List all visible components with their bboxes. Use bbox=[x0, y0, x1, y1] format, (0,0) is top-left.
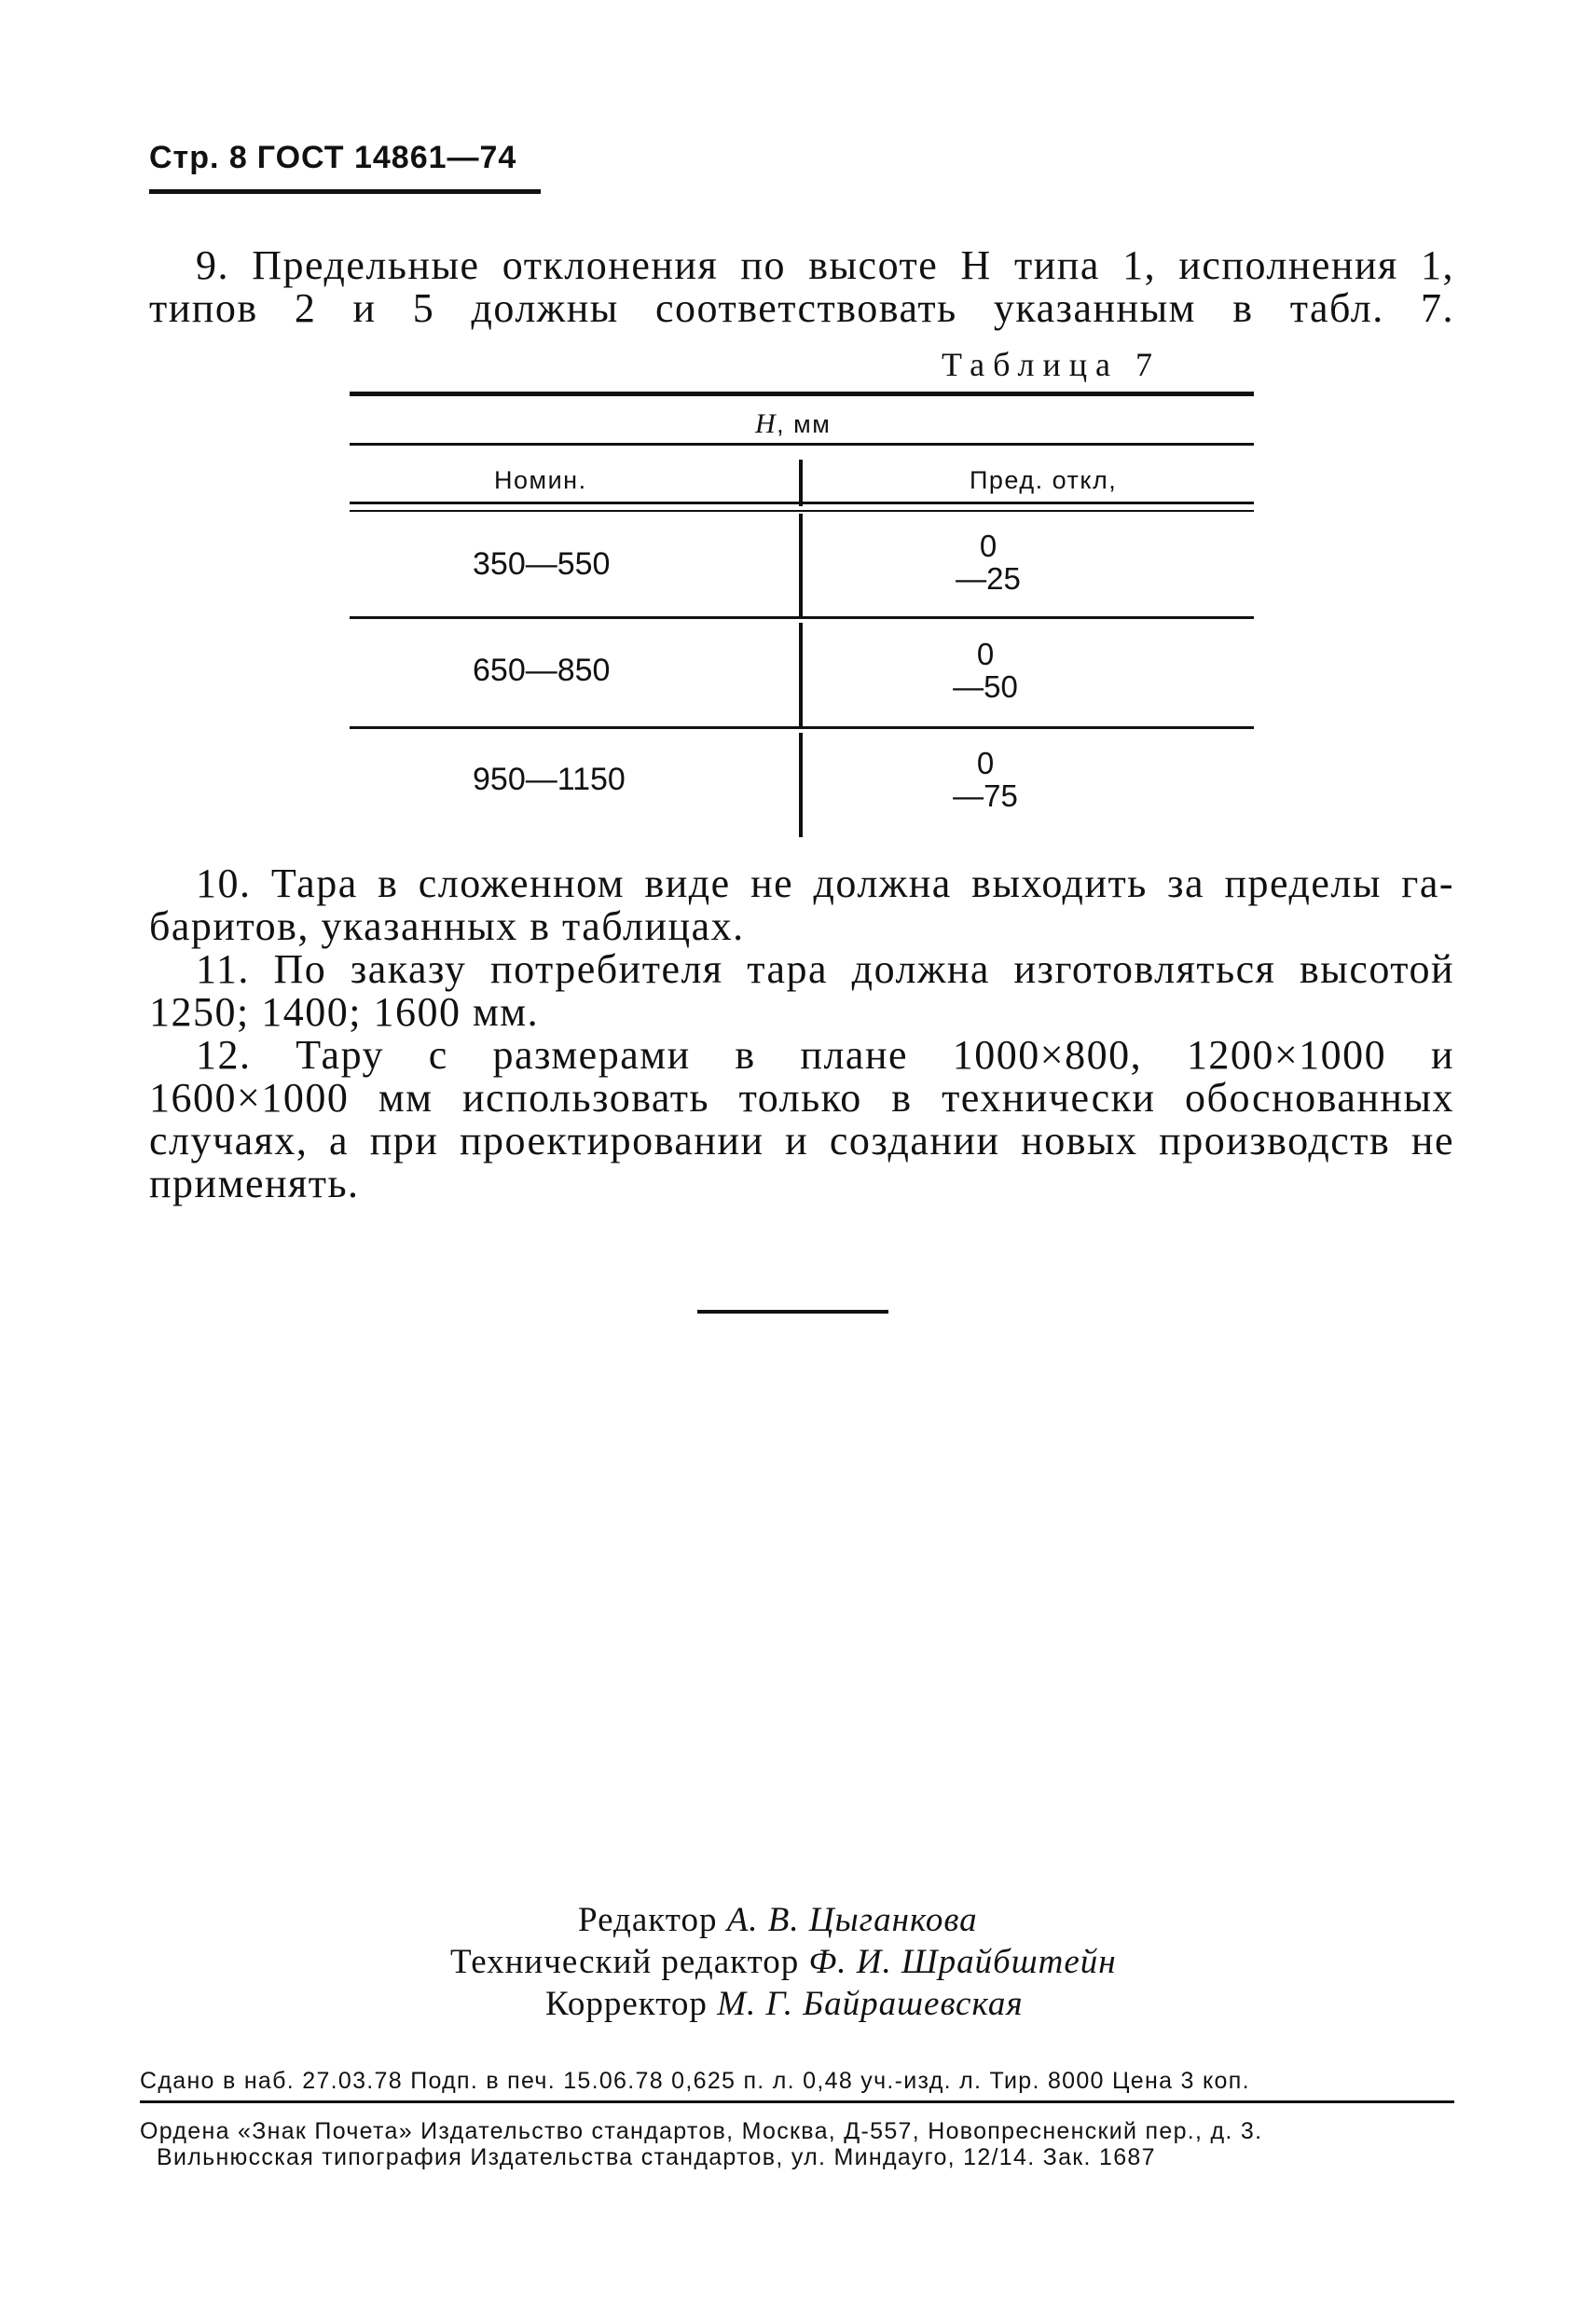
table-column-divider bbox=[799, 733, 803, 837]
standard-number: ГОСТ 14861—74 bbox=[256, 140, 517, 175]
table-double-rule-lower bbox=[350, 510, 1254, 512]
deviation-upper: 0 bbox=[976, 746, 995, 780]
paragraph-10-line-1: 10. Тара в сложенном виде не должна выходить за пределы га- bbox=[196, 860, 1454, 906]
deviation-upper: 0 bbox=[976, 637, 995, 671]
paragraph-12-line-4: применять. bbox=[149, 1161, 360, 1206]
header-unit: , мм bbox=[777, 410, 832, 438]
table-row-rule bbox=[350, 726, 1254, 729]
table-header-height bbox=[755, 408, 831, 440]
table-header-rule bbox=[350, 443, 1254, 446]
paragraphs-10-12 bbox=[149, 862, 1454, 1205]
section-separator bbox=[697, 1310, 888, 1314]
deviation-lower: —75 bbox=[953, 778, 1018, 813]
credit-editor bbox=[578, 1900, 978, 1940]
table-cell-deviation bbox=[923, 530, 1053, 595]
deviation-lower: —25 bbox=[956, 561, 1021, 596]
imprint-publisher: Ордена «Знак Почета» Издательство стандартов, Москва, Д-557, Новопресненский пер., д. 3. bbox=[140, 2118, 1263, 2144]
header-symbol: H bbox=[755, 408, 777, 439]
imprint-print-info: Сдано в наб. 27.03.78 Подп. в печ. 15.06.78 0,625 п. л. 0,48 уч.-изд. л. Тир. 8000 Цена 3 коп. bbox=[140, 2068, 1250, 2094]
paragraph-9-line-2: типов 2 и 5 должны соответствовать указанным в табл. 7. bbox=[149, 285, 1454, 331]
paragraph-11-line-1: 11. По заказу потребителя тара должна изготовляться высотой bbox=[196, 946, 1454, 992]
header-underline bbox=[149, 189, 541, 194]
table-row-rule bbox=[350, 616, 1254, 619]
table-cell-nominal: 650—850 bbox=[473, 653, 611, 688]
page-number: Стр. 8 bbox=[149, 140, 248, 175]
table-cell-nominal: 350—550 bbox=[473, 546, 611, 582]
table-caption: Таблица 7 bbox=[942, 346, 1161, 383]
table-7 bbox=[350, 390, 1254, 837]
imprint-rule bbox=[140, 2100, 1454, 2103]
editor-role: Редактор bbox=[578, 1901, 718, 1939]
editor-name: А. В. Цыганкова bbox=[726, 1901, 978, 1939]
technical-editor-role: Технический редактор bbox=[450, 1943, 800, 1981]
proofreader-role: Корректор bbox=[545, 1985, 708, 2023]
table-column-divider bbox=[799, 514, 803, 616]
paragraph-9-line-1: 9. Предельные отклонения по высоте H типа 1, исполнения 1, bbox=[196, 242, 1454, 288]
proofreader-name: М. Г. Байрашевская bbox=[717, 1985, 1024, 2023]
column-header-nominal: Номин. bbox=[494, 466, 587, 494]
imprint-printing-house: Вильнюсская типография Издательства стандартов, ул. Миндауго, 12/14. Зак. 1687 bbox=[157, 2144, 1156, 2170]
paragraph-9 bbox=[149, 244, 1454, 330]
paragraph-12-line-3: случаях, а при проектировании и создании новых производств не bbox=[149, 1118, 1454, 1163]
table-column-divider bbox=[799, 460, 803, 506]
page-header bbox=[149, 140, 516, 176]
table-cell-nominal: 950—1150 bbox=[473, 762, 626, 797]
paragraph-12-line-1: 12. Тару с размерами в плане 1000×800, 1200×1000 и bbox=[196, 1032, 1454, 1078]
credit-proofreader bbox=[545, 1984, 1024, 2024]
credit-technical-editor bbox=[450, 1942, 1117, 1982]
paragraph-12-line-2: 1600×1000 мм использовать только в технически обоснованных bbox=[149, 1075, 1454, 1121]
table-cell-deviation bbox=[920, 638, 1051, 703]
table-cell-deviation bbox=[920, 747, 1051, 812]
deviation-upper: 0 bbox=[979, 529, 998, 563]
paragraph-11-line-2: 1250; 1400; 1600 мм. bbox=[149, 989, 540, 1035]
column-header-deviation: Пред. откл, bbox=[970, 466, 1118, 494]
table-top-rule bbox=[350, 392, 1254, 396]
deviation-lower: —50 bbox=[953, 669, 1018, 704]
table-column-divider bbox=[799, 623, 803, 726]
paragraph-10-line-2: баритов, указанных в таблицах. bbox=[149, 903, 745, 949]
technical-editor-name: Ф. И. Шрайбштейн bbox=[808, 1943, 1117, 1981]
